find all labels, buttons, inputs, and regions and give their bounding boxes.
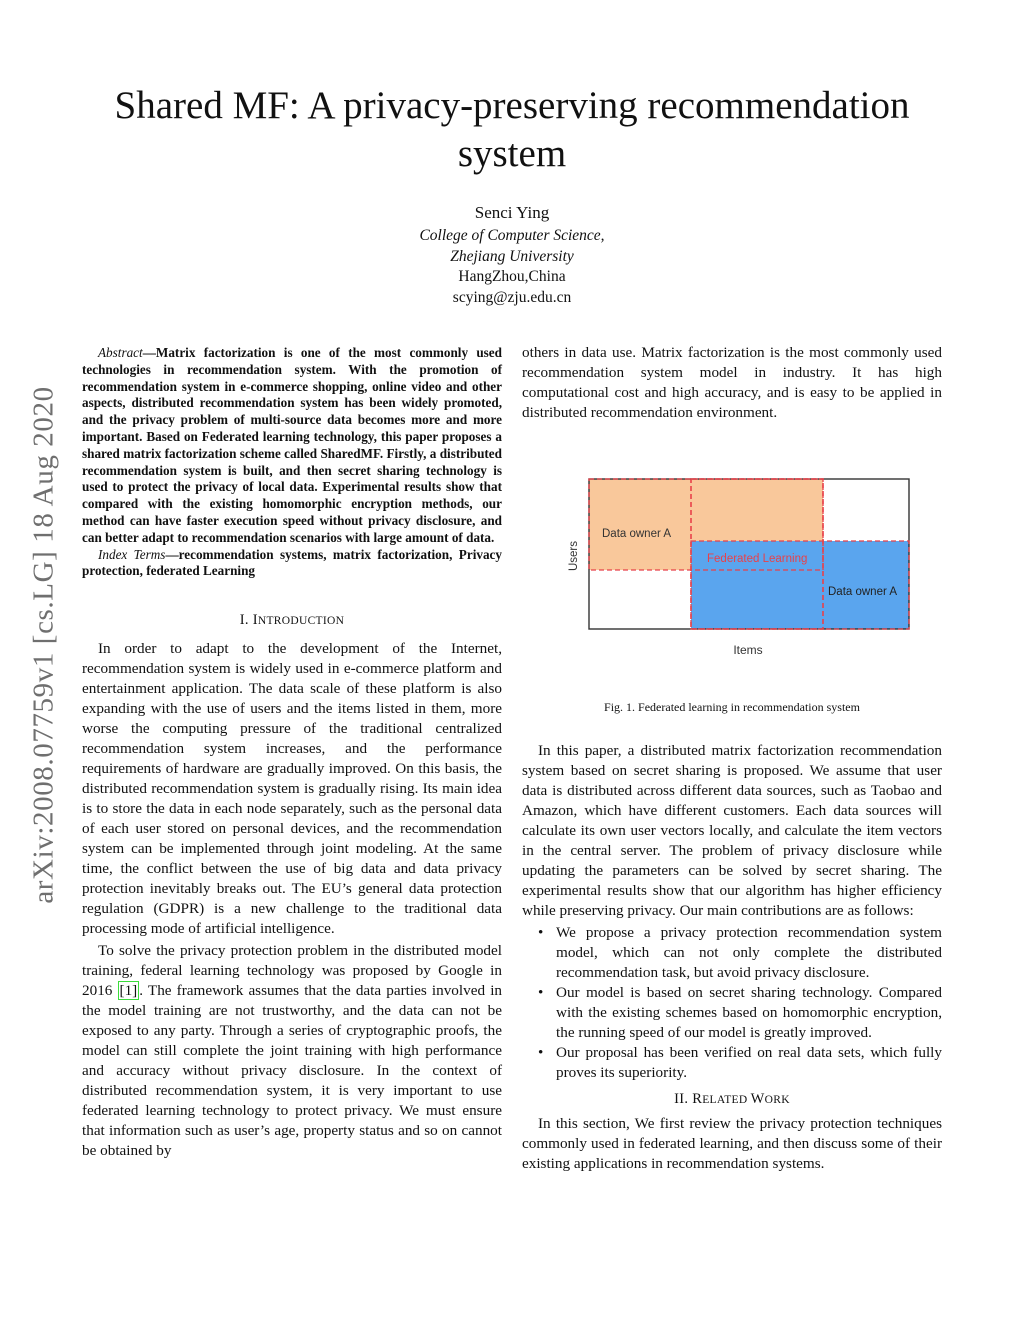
intro-paragraph-4: In this paper, a distributed matrix factorization recommendation system based on secret sharing is proposed. We assume that user data is distributed across different data sources, such as Taobao and Amazon, which have different customers. Each data sources will calculate its own user vectors locally, and calculate the item vectors in the central server. The problem of privacy disclosure while updating the parameters can be solved by secret sharing. The experimental results show that our algorithm has higher efficiency while preserving privacy. Our main contributions are as follows: <box>522 742 942 919</box>
author-name: Senci Ying <box>474 203 550 222</box>
left-column <box>82 345 502 1161</box>
label-federated-learning: Federated Learning <box>707 553 808 565</box>
figure-1-caption: Fig. 1. Federated learning in recommendation system <box>604 700 860 714</box>
section-number: II. <box>674 1091 693 1107</box>
contribution-item <box>522 1043 942 1083</box>
intro-paragraph-1: In order to adapt to the development of the Internet, recommendation system is widely used in e-commerce platform and entertainment application. The data scale of these platform is also expanding with the use of users and the items listed in them, more worse the computing pressure of the traditional centralized recommendation system increases, and the performance requirements of hardware are gradually improved. On this basis, the distributed recommendation system is gradually rising. Its main idea is to store the data in each node separately, such as the personal data of each user stored on personal devices, and the recommendation system can be implemented through joint modeling. At the same time, the conflict between the use of big data and data privacy protection inevitably breaks out. The EU’s general data protection regulation (GDPR) is a new challenge to the traditional data processing mode of artificial intelligence. <box>82 640 502 938</box>
abstract-label: Abstract <box>98 345 143 360</box>
contribution-item <box>522 923 942 983</box>
paper-title: Shared MF: A privacy-preserving recommendation system <box>114 84 910 175</box>
figure-1 <box>522 466 942 661</box>
label-data-owner-b: Data owner A <box>828 586 898 598</box>
federated-learning-diagram <box>522 466 942 661</box>
abstract <box>82 345 502 547</box>
section-heading-initial: I <box>252 612 258 629</box>
section-heading-introduction <box>82 610 502 631</box>
section-heading-initial: R <box>692 1091 703 1107</box>
contribution-text: We propose a privacy protection recommendation system model, which can not only complete the distributed recommendation task, but avoid privacy disclosure. <box>556 924 942 981</box>
contribution-item <box>522 983 942 1043</box>
affiliation-line1: College of Computer Science, <box>419 227 605 244</box>
index-terms-text: —recommendation systems, matrix factorization, Privacy protection, federated Learning <box>82 546 502 579</box>
section-heading-related-work <box>522 1089 942 1110</box>
affiliation-line2: Zhejiang University <box>450 247 574 265</box>
intro-paragraph-2-end: . The framework assumes that the data parties involved in the model training are not trustworthy, and the data can not be exposed to any party. Through a series of cryptographic proofs, the model can still complete the joint training with high performance and accuracy without privacy disclosure. In the context of distributed recommendation system, it is very important to use federated learning technology to protect privacy. We must ensure that information such as user’s age, property status and so on cannot be obtained by <box>82 982 503 1160</box>
section-heading-initial: W <box>750 1091 765 1107</box>
section-heading-rest: ELATED <box>702 1094 751 1106</box>
contribution-text: Our model is based on secret sharing technology. Compared with the existing schemes based on homomorphic encryption, the running speed of our model is greatly improved. <box>556 984 942 1041</box>
index-terms-label: Index Terms <box>98 546 166 562</box>
intro-paragraph-2-start: To solve the privacy protection problem in the distributed model training, federal learning technology was proposed by Google in 2016 <box>82 942 502 1000</box>
arxiv-identifier: arXiv:2008.07759v1 [cs.LG] 18 Aug 2020 <box>27 386 60 904</box>
index-terms <box>82 547 502 581</box>
related-work-paragraph-1: In this section, We first review the privacy protection techniques commonly used in federated learning, and then discuss some of their existing applications in recommendation systems. <box>522 1115 942 1172</box>
intro-paragraph-2 <box>82 941 502 1161</box>
axis-label-users: Users <box>568 540 580 572</box>
author-email: scying@zju.edu.cn <box>452 288 572 306</box>
contributions-list <box>522 923 942 1083</box>
abstract-text: —Matrix factorization is one of the most commonly used technologies in recommendation system. With the promotion of recommendation system in e-commerce shopping, online video and other aspects, distributed recommendation system has been widely promoted, and the privacy problem of multi-source data becomes more and more important. Based on Federated learning technology, this paper proposes a shared matrix factorization scheme called SharedMF. Firstly, a distributed recommendation system is built, and then secret sharing technology is used to protect the privacy of local data. Experimental results show that compared with the existing homomorphic encryption methods, our method can have faster execution speed without privacy disclosure, and can better adapt to recommendation scenarios with large amount of data. <box>82 345 502 545</box>
contribution-text: Our proposal has been verified on real data sets, which fully proves its superiority. <box>556 1044 942 1081</box>
section-heading-rest: NTRODUCTION <box>257 615 345 628</box>
author-block <box>300 200 724 308</box>
bullet-icon: • <box>538 1044 544 1061</box>
label-data-owner-a: Data owner A <box>602 528 672 540</box>
citation-link-1[interactable]: [1] <box>119 982 138 1000</box>
bullet-icon: • <box>538 924 544 941</box>
author-location: HangZhou,China <box>458 268 566 285</box>
bullet-icon: • <box>538 984 544 1001</box>
arxiv-sidebar <box>22 345 66 945</box>
intro-paragraph-3: others in data use. Matrix factorization is the most commonly used recommendation system model in industry. It has high computational cost and high accuracy, and is easy to be applied in distributed recommendation environment. <box>522 344 942 421</box>
right-column <box>522 343 942 1174</box>
axis-label-items: Items <box>733 643 763 657</box>
section-heading-rest: ORK <box>764 1094 790 1106</box>
section-number: I. <box>239 612 253 629</box>
